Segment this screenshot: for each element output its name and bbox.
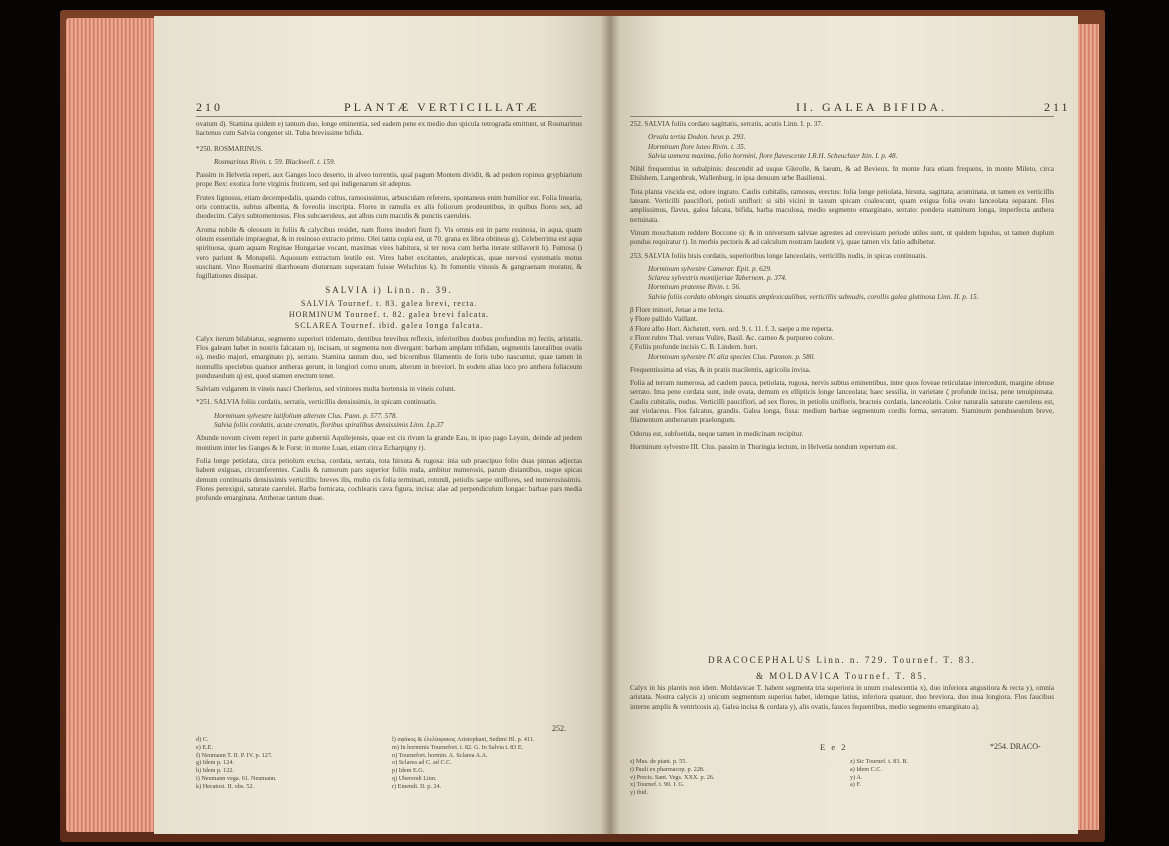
footnote: d) C. xyxy=(196,736,209,743)
right-last-paragraph xyxy=(630,684,1054,732)
footnote: y) A. xyxy=(850,773,863,781)
right-para: Tota planta viscida est, odore ingrato. Caulis cubitalis, ramosus, erectus: folia longe petiolata, hirsuta, sagittata, acuminata, ut tamen ex verticillis lateant. Verticilli pauciflori, petioli uniflori: si sibi vicini in taxum spicam coalescunt, quam exigua folia ovato lanceolata separant. Flos amplissimus, flavus, galea falcata, bifida, barba maculosa, medio segmento emarginato, serrato: pondera staminum longa, imperfecta anthera terminata. xyxy=(630,187,1054,224)
right-head-rule xyxy=(630,116,1054,117)
right-synonym: Sclarea sylvestris montijeriae Tabernem. p. 374. xyxy=(648,274,787,283)
left-para: Abunde novum civem reperi in parte gubernii Aquilejensis, quae est cis rivum la grande Eau, in ipso pago Leysin, deinde ad pedem montium inter les Ganges & le Forst: in monte Luan, etiam circa Echarpigny r). xyxy=(196,434,582,452)
footnote: h) Idem p. 122. xyxy=(196,767,234,775)
footnote: l) σφάκος & ἐλελίσφακος Aristophani, Sedimi Hl. p. 411. xyxy=(392,736,535,743)
left-body-text xyxy=(196,120,582,720)
right-page xyxy=(610,16,1078,834)
left-para: Salviam vulgarem in vineis nasci Cherlerus, sed vinitores multa hortensia in vineis colunt. xyxy=(196,385,456,394)
footnote: f) Neumann T. II. P. IV. p. 127. xyxy=(196,751,273,759)
right-variety: β Flore minori, Jenae a me lecta. xyxy=(630,306,724,315)
footnote: k) Hecatost. II. obs. 52. xyxy=(196,782,255,790)
footnote: t) Pauli ex pharmacop. p. 228. xyxy=(630,765,705,773)
left-genus-heading: *250. ROSMARINUS. xyxy=(196,144,263,153)
left-footnotes-col-1 xyxy=(196,736,376,791)
left-para: Folia longe petiolata, circa petiolum excisa, cordata, serrata, tota hirsuta & rugosa: inia sub praecipuo folio duas pinnas adjectas habent exiguas, circumferentes. Caulis & ramorum pars superior foliis nuda, ambitur numerosis, parum distantibus, usque spicas demum continuatis densissimis verticillis: breves ilis, multo cis folia terminati, rotundi, petiolis saepe uniflores, sed numerosissimis. Flores perexigui, saturate caerulei. Barba fornicata, cochlearis cava figura, incisa: alae ad perpendiculum longae: barbae pars media profunde emarginata. Antherae tantum duae. xyxy=(196,456,582,503)
right-synonym: Salvia foliis cordato oblongis sinuatis amplexicaulibus, verticillis subnudis, corollis galea glutinosa Linn. II. p. 15. xyxy=(648,292,979,301)
page-edges-left xyxy=(66,18,162,832)
right-variety: γ Flore pallido Vaillant. xyxy=(630,315,698,324)
right-footnotes xyxy=(630,758,1054,818)
footnote: n) Tournefort. hormin. A. Sclarea A.A. xyxy=(392,751,488,759)
right-variety: δ Flore albo Hort. Aichstett. vern. ord. 9. t. 11. f. 3. saepe a me reperta. xyxy=(630,324,834,333)
right-section-heading: DRACOCEPHALUS Linn. n. 729. Tournef. T. 83. xyxy=(708,655,976,665)
footnote: m) In horminis Tournefort. t. 82. G. In Salvia t. 83 E. xyxy=(392,743,524,751)
left-head-rule xyxy=(196,116,582,117)
left-synonym: Horminum sylvestre latifolium alterum Clus. Pann. p. 577. 578. xyxy=(214,411,398,420)
left-running-head: PLANTÆ VERTICILLATÆ xyxy=(344,100,540,114)
right-footnotes-col-1 xyxy=(630,758,830,797)
footnote: z) Sic Tournef. t. 83. B. xyxy=(850,758,909,765)
footnote: a) F. xyxy=(850,781,861,789)
right-species-heading: 253. SALVIA foliis bisis cordatis, superioribus longe lanceolatis, verticillis nudis, in spicas continuatis. xyxy=(630,251,927,260)
right-species-heading: 252. SALVIA foliis cordato sagittatis, serratis, acutis Linn. I. p. 37. xyxy=(630,120,823,128)
right-footnotes-col-2 xyxy=(850,758,1050,789)
left-footnotes xyxy=(196,736,582,816)
right-variety: ε Flore rubro Thal. versus Vulire, Basil. &c. carneo & purpureo colore. xyxy=(630,333,834,342)
left-para: Aroma nobile & oleosum in foliis & calycibus residet, nam flores inodori fiunt f). Vis omnis est in parte resinosa, in aqua, quam oleum essentiale impraegnat, & in resinoso extracto primo. Olei tanta copia est, ut 70. grana ex libra obtineas g). Celeberrima est aqua spirituosa, quam aquam Reginae Hungariae vocant, maximas vires habitura, si ter nova cum herba iterate stillaverit h). Fumosa i) vero pariunt & Monspelii. Aquosum extractum leutile est. Vires habet excitantes, analepticas, quae nervosi systematis motus suscitant. Vino Rosmarini diarrhoeam diuturnam superatam fuisse Welschius k). In fomentis vinosis & gangraenam moratur, & fugillationes dissipat. xyxy=(196,225,582,281)
right-body-text xyxy=(630,120,1054,640)
open-book xyxy=(60,10,1105,842)
right-variety: ζ Foliis profunde incisis C. B. Lindern. hort. xyxy=(630,343,758,352)
right-para: Calyx in his plantis non idem. Moldavicae T. habent segmenta tria superiora in unum coalescentia x), duo inferiora angustiora & recta y), omnia aristata. Nostra calycis z) unicum segmentum superius habet, idemque latius, inferiora quatuor, duo breviora, duo inua longiora. Flos faucibus interne amplis & ventricosis a). Galea incisa & cordata y), alis ovatis, fauces fequentibus, medio segmento emarginato a). xyxy=(630,684,1054,711)
right-para: Vinum moschatum reddere Boccone s): & in universum salviae agrestes ad cerevisiam periode utiles sunt, ut quidem lupulus, ut tamen duplum pondus requiratur t). In morbis pectoris & ad calculum nostram laudent v), quae tamen vix fatio adhibetur. xyxy=(630,228,1054,247)
book-gutter xyxy=(600,16,620,834)
footnote: y) ibid. xyxy=(630,789,648,797)
left-subheading: SCLAREA Tournef. ibid. galea longa falcata. xyxy=(294,321,484,331)
left-synonym: Salvia foliis cordatis, acute crenatis, floribus spiralibus densissimis Linn. I.p.37 xyxy=(214,421,444,430)
right-para: Frequentissima ad vias, & in pratis macilentis, agricolis invisa. xyxy=(630,365,811,374)
right-para: Horminum sylvestre III. Clus. passim in Thuringia lectum, in Helvetia nondum repertum est. xyxy=(630,442,897,451)
right-synonym: Horminum pratense Rivin. t. 56. xyxy=(648,283,741,292)
right-catchword: *254. DRACO- xyxy=(990,742,1041,751)
left-subheading: HORMINUM Tournef. t. 82. galea brevi falcata. xyxy=(288,310,490,320)
left-page-number: 210 xyxy=(196,100,223,114)
right-para: Folia ad terram numerosa, ad caulem pauca, petiolata, rugosa, nervis subtus eminentibus, inter quos foveae reticulatae intercedunt, margine obtuse serrato. Ima pene cordata sunt, inde ovata, demum ex ellipticis longe lanceolata; haec sessilia, in varietate ζ profunde incisa, pene tenuipinnata. Caulis cubitalis, nudus. Verticilli pauciflori, ad sex flores, in petiolis unifloris, bracteis cordatis, lanceolatis. Color naturalis saturate caeruleus est, aut violaceus. Flos falcatus, grandis. Galea longa, fissa: medium barbae segmentum cordis forma, serratum. Staminum ponduseulum breve, filamentum antherarum praelongum. xyxy=(630,379,1054,425)
footnote: q) Ubereodi Linn. xyxy=(392,774,437,782)
right-synonym: Salvia unmera maxima, folio hormini, flore flavescente I.R.H. Scheuchzer Itin. I. p. 48. xyxy=(648,151,898,160)
right-synonym: Horminum flore luteo Rivin. t. 35. xyxy=(648,142,746,151)
footnote: v) Precis. Sant. Vegs. XXX. p. 26. xyxy=(630,773,715,781)
footnote: s) Mus. de piant. p. 55. xyxy=(630,758,687,765)
right-synonym: Horminum sylvestre IV. alia species Clus. Pannon. p. 580. xyxy=(648,352,816,361)
footnote: p) Idem E.G. xyxy=(392,767,425,775)
footnote: x) Tournef. t. 90. I. G. xyxy=(630,781,685,789)
left-synonym: Rosmarinus Rivin. t. 59. Blackwell. t. 159. xyxy=(214,157,336,166)
left-subheading: SALVIA Tournef. t. 83. galea brevi, recta. xyxy=(300,298,478,308)
footnote: a) Idem C.C. xyxy=(850,765,882,773)
right-para: Odorus est, subfoetida, neque tamen in medicinam recipitur. xyxy=(630,429,804,438)
left-para: Calyx iterum bilabiatus, segmento superiori tridentato, dentibus brevibus reflexis, inferioribus duobus profundius m) fectis, aristatis. Flos galeam habet in nostris falcatam n), incisam, ut segmenta non divergant: barbam amplam trifidam, segmentis lateralibus ovatis o), medio majori, emarginato p), serrato. Stamina tantum duo, sed bicornibus filamentis de foris tubo nascuntur, quae tamen in nonnullis speciebus quatuor antheras gerunt, in longiori cornu unum, alterum in breviori. In eodem alias loco pro anthera foliaceum ponduseulum q) est, quod stamen erectum tenet. xyxy=(196,334,582,380)
right-running-head: II. GALEA BIFIDA. xyxy=(796,100,947,114)
footnote: g) Idem p. 124. xyxy=(196,759,234,767)
right-section-heading: & MOLDAVICA Tournef. T. 85. xyxy=(756,671,928,681)
right-synonym: Orvala tertia Dodon. heus p. 293. xyxy=(648,133,746,142)
right-page-number: 211 xyxy=(1044,100,1071,114)
right-signature: E e 2 xyxy=(820,742,848,752)
left-page xyxy=(154,16,610,834)
footnote: i) Neumann vega. 61. Neumann. xyxy=(196,774,277,782)
left-catchword: 252. xyxy=(552,724,566,733)
left-section-heading: SALVIA i) Linn. n. 39. xyxy=(325,285,453,296)
footnote: r) Emendi. II. p. 24. xyxy=(392,782,442,790)
left-para: ovatum d). Stamina quidem e) tantum duo, longe eminentia, sed eadem pene ex medio duo spicula retrograda emittunt, ut Rosmarinus hactenus cum Salvia congener sit. Tuba brevissime bifida. xyxy=(196,120,582,138)
left-species-heading: *251. SALVIA foliis cordatis, serratis, verticillis densissimis, in spicam continuatis. xyxy=(196,398,437,407)
footnote: e) E.E. xyxy=(196,743,214,751)
left-para: Frutex lignosus, etiam decempedalis, quando cultus, ramosissimus, arbusculam referens, spontaneus enim humilior est. Folia linearia, oris contractis, subtus albentia, & foveolis inscripta. Flores in ramulis ex alis foliorum prodeuntibus, in quibus flores sex, ad duodecim. Calyx subtomentosus. Flos subcaeruleus, aut albus cum maculis & punctis caeruleis. xyxy=(196,193,582,221)
footnote: o) Sclarea ad C. ad C.C. xyxy=(392,759,452,767)
right-para: Nihil frequentius in subalpinis: descendit ad usque Glerolle, & laeum, & ad Bevieux. In monte Jura etiam frequens, in monte Mileto, circa Ebilshem, Langenbruk, Wallenburg, in ipsa denuum urbe Basiliensi. xyxy=(630,165,1054,183)
right-synonym: Horminum sylvestre Camerar. Epit. p. 629. xyxy=(648,264,772,273)
left-para: Passim in Helvetia reperi, aux Ganges loco deserto, in alveo torrentis, qual pagum Montem dividit, & ad pedem ropinus gryphiarium prope Bex: exotica forte virginis fruticem, sed qui indigenarum sit adeptus. xyxy=(196,171,582,189)
left-footnotes-col-2 xyxy=(392,736,582,791)
